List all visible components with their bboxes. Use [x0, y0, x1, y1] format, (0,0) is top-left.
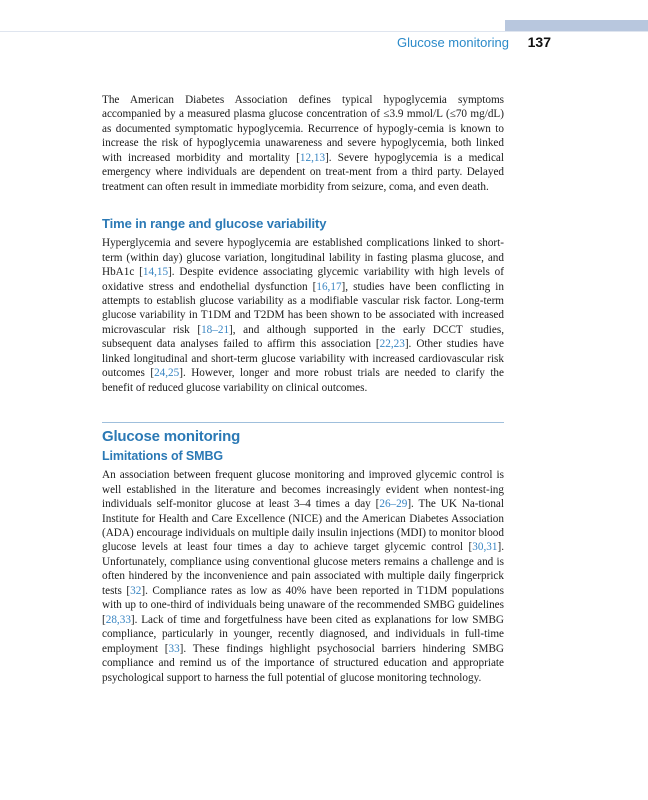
- paragraph-smbg-limitations: An association between frequent glucose monitoring and improved glycemic control is well established in the literature and becomes increasingly evident when nontest-ing individuals self-monitor glucose at least 3–4 times a day [26–29]. The UK Na-tional Institute for Health and Care Excellence (NICE) and the American Diabetes Association (ADA) encourage individuals on multiple daily insulin injections (MDI) to monitor blood glucose levels at least four times a day to achieve target glycemic control [30,31]. Unfortunately, compliance using conventional glucose meters remains a challenge and is often hindered by the inconvenience and pain associated with multiple daily fingerprick tests [32]. Compliance rates as low as 40% have been reported in T1DM populations with up to one-third of individuals being unaware of the recommended SMBG guidelines [28,33]. Lack of time and forgetfulness have been cited as explanations for low SMBG compliance, particularly in younger, recently diagnosed, and individuals in full-time employment [33]. These findings highlight psychosocial barriers hindering SMBG compliance and remind us of the importance of structured education and appropriate psychological support to harness the full potential of glucose monitoring technology.: [102, 469, 504, 684]
- citation-link[interactable]: 16,17: [316, 280, 342, 293]
- citation-link[interactable]: 28,33: [105, 613, 131, 626]
- citation-link[interactable]: 26–29: [379, 498, 408, 511]
- paragraph-time-in-range: Hyperglycemia and severe hypoglycemia are established complications linked to short-term (within day) glucose variation, longitudinal lability in fasting plasma glucose, and HbA1c [14,15]. Despite evidence associating glycemic variability with high levels of oxidative stress and endothelial dysfunction [16,17], studies have been conflicting in attempts to establish glucose variability as a modifiable vascular risk factor. Long-term glucose variability in T1DM and T2DM has been shown to be associated with increased microvascular risk [18–21], and although supported in the early DCCT studies, subsequent data analyses failed to affirm this association [22,23]. Other studies have linked longitudinal and short-term glucose variability with increased cardiovascular risk outcomes [24,25]. However, longer and more robust trials are needed to clarify the benefit of reduced glucose variability on clinical outcomes.: [102, 237, 505, 394]
- running-title: Glucose monitoring: [397, 35, 509, 50]
- citation-link[interactable]: 30,31: [472, 541, 498, 554]
- page-content: [102, 93, 504, 685]
- section-heading-glucose-monitoring: Glucose monitoring: [102, 428, 241, 446]
- citation-link[interactable]: 18–21: [201, 323, 230, 336]
- page-number: 137: [527, 34, 551, 50]
- paragraph-hypoglycemia: The American Diabetes Association defines typical hypoglycemia symptoms accompanied by a measured plasma glucose concentration of ≤3.9 mmol/L (≤70 mg/dL) as documented symptomatic hypoglycemia. Recurrence of hypogly-cemia is known to increase the risk of hypoglycemia unawareness and severe hypoglycemia, both linked with increased morbidity and mortality [12,13]. Severe hypoglycemia is a medical emergency where individuals are dependent on treat-ment from a third party. Delayed treatment can often result in immediate morbidity from seizure, coma, and even death.: [102, 94, 504, 193]
- citation-link[interactable]: 32: [130, 584, 142, 597]
- citation-link[interactable]: 14,15: [142, 266, 169, 279]
- section-heading-time-in-range: Time in range and glucose variability: [102, 216, 327, 232]
- subsection-heading-smbg: Limitations of SMBG: [102, 449, 224, 464]
- header-rule: [0, 31, 648, 32]
- citation-link[interactable]: 12,13: [299, 151, 326, 164]
- citation-link[interactable]: 22,23: [379, 338, 405, 351]
- citation-link[interactable]: 24,25: [154, 367, 180, 380]
- header-accent-bar: [505, 20, 648, 31]
- citation-link[interactable]: 33: [168, 642, 180, 655]
